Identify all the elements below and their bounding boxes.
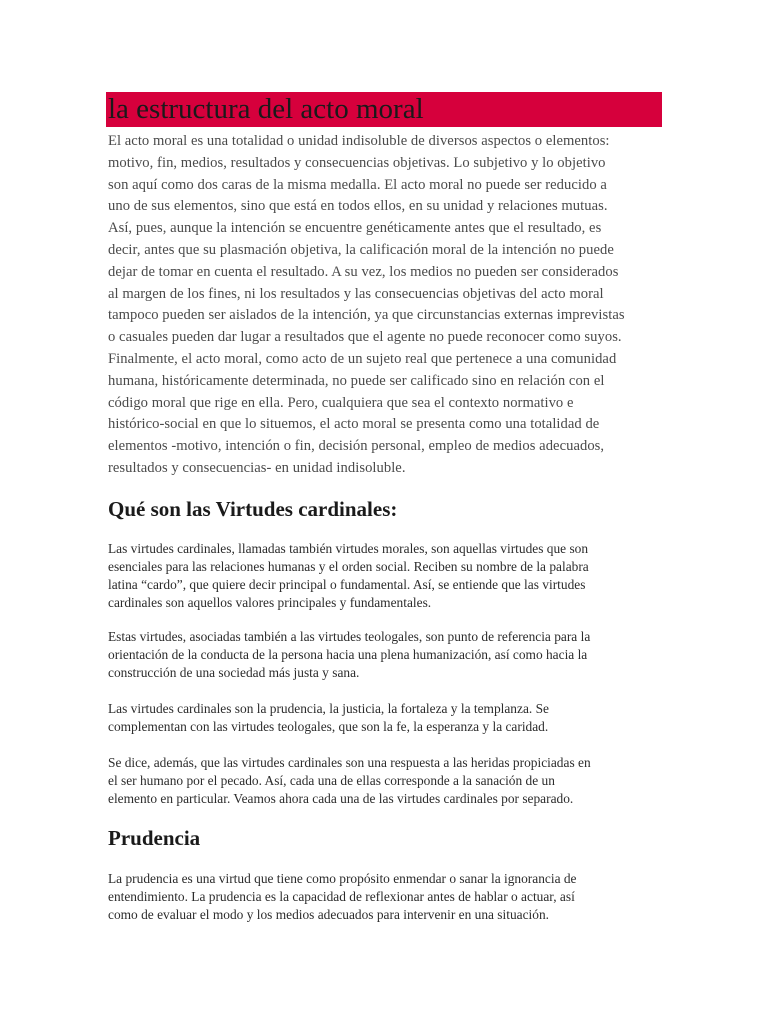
paragraph-virtudes-4 (108, 754, 668, 808)
text-line: orientación de la conducta de la persona hacia una plena humanización, así como hacia la (108, 647, 588, 662)
text-line: decir, antes que su plasmación objetiva, la calificación moral de la intención no puede (108, 241, 614, 258)
text-line: código moral que rige en ella. Pero, cualquiera que sea el contexto normativo e (108, 394, 574, 411)
text-line: motivo, fin, medios, resultados y consecuencias objetivas. Lo subjetivo y lo objetivo (108, 154, 606, 171)
text-line: tampoco pueden ser aislados de la intención, ya que circunstancias externas imprevistas (108, 307, 625, 324)
text-line: el ser humano por el pecado. Así, cada una de ellas corresponde a la sanación de un (108, 773, 555, 788)
text-line: Se dice, además, que las virtudes cardinales son una respuesta a las heridas propiciadas en (108, 755, 591, 770)
text-line: o casuales pueden dar lugar a resultados que el agente no puede reconocer como suyos. (108, 329, 622, 346)
paragraph-virtudes-2 (108, 628, 668, 682)
intro-paragraph (108, 131, 668, 480)
paragraph-prudencia-1 (108, 870, 668, 924)
text-line: construcción de una sociedad más justa y sana. (108, 665, 360, 680)
paragraph-virtudes-1 (108, 540, 668, 612)
text-line: cardinales son aquellos valores principales y fundamentales. (108, 595, 432, 610)
text-line: elemento en particular. Veamos ahora cada una de las virtudes cardinales por separado. (108, 791, 574, 806)
text-line: como de evaluar el modo y los medios adecuados para intervenir en una situación. (108, 907, 550, 922)
text-line: Las virtudes cardinales, llamadas también virtudes morales, son aquellas virtudes que son (108, 541, 589, 556)
heading-prudencia: Prudencia (108, 826, 201, 850)
text-line: uno de sus elementos, sino que está en todos ellos, en su unidad y relaciones mutuas. (108, 198, 608, 215)
text-line: latina “cardo”, que quiere decir principal o fundamental. Así, se entiende que las virtudes (108, 577, 586, 592)
text-line: histórico-social en que lo situemos, el acto moral se presenta como una totalidad de (108, 416, 600, 433)
text-line: El acto moral es una totalidad o unidad indisoluble de diversos aspectos o elementos: (108, 133, 610, 149)
text-line: esenciales para las relaciones humanas y el orden social. Reciben su nombre de la palabra (108, 559, 589, 574)
text-line: Así, pues, aunque la intención se encuentre genéticamente antes que el resultado, es (108, 220, 602, 237)
text-line: complementan con las virtudes teologales, que son la fe, la esperanza y la caridad. (108, 719, 549, 734)
text-line: resultados y consecuencias- en unidad indisoluble. (108, 459, 406, 476)
text-line: Las virtudes cardinales son la prudencia, la justicia, la fortaleza y la templanza. Se (108, 701, 549, 716)
heading-virtudes-cardinales: Qué son las Virtudes cardinales: (108, 497, 398, 521)
text-line: al margen de los fines, ni los resultados y las consecuencias objetivas del acto moral (108, 285, 604, 302)
text-line: son aquí como dos caras de la misma medalla. El acto moral no puede ser reducido a (108, 176, 607, 193)
text-line: entendimiento. La prudencia es la capacidad de reflexionar antes de hablar o actuar, así (108, 889, 575, 904)
text-line: La prudencia es una virtud que tiene como propósito enmendar o sanar la ignorancia de (108, 871, 577, 886)
text-line: Estas virtudes, asociadas también a las virtudes teologales, son punto de referencia para la (108, 629, 591, 644)
title-banner (106, 92, 662, 127)
document-title: la estructura del acto moral (108, 93, 424, 125)
text-line: dejar de tomar en cuenta el resultado. A su vez, los medios no pueden ser considerados (108, 263, 619, 280)
text-line: elementos -motivo, intención o fin, decisión personal, empleo de medios adecuados, (108, 438, 605, 455)
text-line: humana, históricamente determinada, no puede ser calificado sino en relación con el (108, 372, 605, 389)
text-line: Finalmente, el acto moral, como acto de un sujeto real que pertenece a una comunidad (108, 350, 617, 367)
paragraph-virtudes-3 (108, 700, 668, 736)
